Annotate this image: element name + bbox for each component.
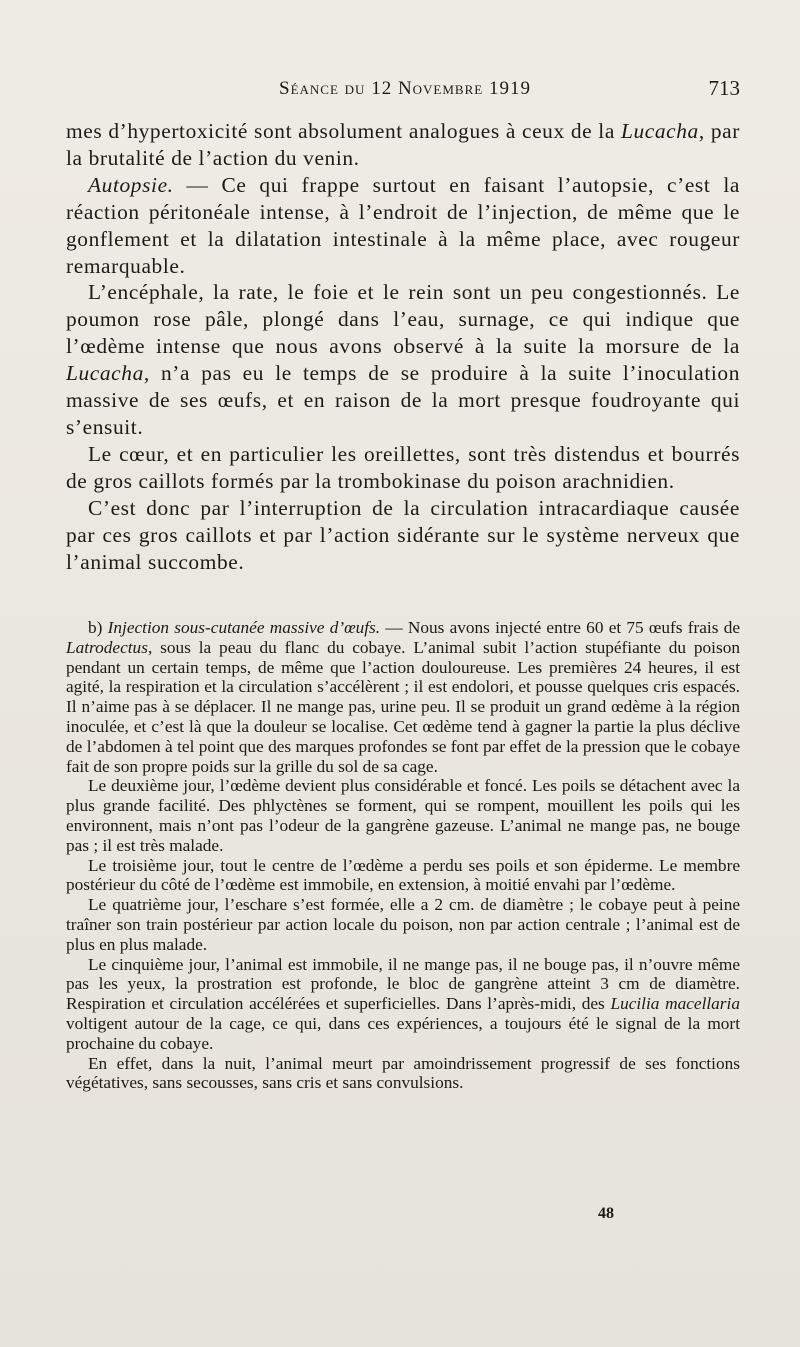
main-text-large	[66, 118, 740, 575]
main-text-small	[66, 616, 740, 1093]
italic-lucacha-2: Lucacha	[66, 361, 144, 386]
paragraph-autopsie: Autopsie. — Ce qui frappe surtout en faisant l’autopsie, c’est la réaction péritonéale intense, à l’endroit de l’injection, de même que le gonflement et la dilatation intestinale à la même place, avec rougeur remarquable.	[66, 172, 740, 278]
printer-signature: 48	[598, 1205, 614, 1222]
autopsie-label: Autopsie.	[88, 172, 174, 197]
page-number: 713	[708, 76, 740, 100]
paragraph-conclusion: C’est donc par l’interruption de la circulation intracardiaque causée par ces gros caillots et par l’action sidérante sur le système nerveux que l’animal succombe.	[66, 495, 740, 574]
paragraph-coeur: Le cœur, et en particulier les oreillettes, sont très distendus et bourrés de gros caillots formés par la trombokinase du poison arachnidien.	[66, 441, 740, 493]
italic-lucilia: Lucilia macellaria	[610, 994, 740, 1014]
italic-latrodectus: Latrodectus	[66, 637, 148, 657]
running-title: Séance du 12 Novembre 1919	[279, 78, 531, 99]
paragraph-day-2: Le deuxième jour, l’œdème devient plus considérable et foncé. Les poils se détachent avec la plus grande facilité. Des phlyctènes se forment, qui se rompent, mouillent les poils qui les environnent, mais n’ont pas l’odeur de la gangrène gazeuse. L’animal ne mange pas, ne bouge pas ; il est très malade.	[66, 776, 740, 855]
paragraph-encephale: L’encéphale, la rate, le foie et le rein sont un peu congestionnés. Le poumon rose pâle, plongé dans l’eau, surnage, ce qui indique que l’œdème intense que nous avons observé à la suite la morsure de la Lucacha, n’a pas eu le temps de se produire à la suite l’inoculation massive de ses œufs, et en raison de la mort presque foudroyante qui s’ensuit.	[66, 280, 740, 439]
paragraph-day-5: Le cinquième jour, l’animal est immobile, il ne mange pas, il ne bouge pas, il n’ouvre même pas les yeux, la prostration est profonde, le bloc de gangrène atteint 3 cm de diamètre. Respiration et circulation accélérées et superficielles. Dans l’après-midi, des Lucilia macellaria voltigent autour de la cage, ce qui, dans ces expériences, a toujours été le signal de la mort prochaine du cobaye.	[66, 954, 740, 1053]
paragraph-day-4: Le quatrième jour, l’eschare s’est formée, elle a 2 cm. de diamètre ; le cobaye peut à peine traîner son train postérieur par action locale du poison, non par action centrale ; l’animal est de plus en plus malade.	[66, 895, 740, 954]
italic-lucacha: Lucacha	[620, 119, 699, 143]
paragraph-death: En effet, dans la nuit, l’animal meurt par amoindrissement progressif de ses fonctions végétatives, sans secousses, sans cris et sans convulsions.	[66, 1053, 740, 1093]
running-header	[70, 70, 740, 106]
paragraph-1: mes d’hypertoxicité sont absolument analogues à ceux de la Lucacha, par la brutalité de l’action du venin.	[66, 119, 740, 170]
paragraph-injection: b) Injection sous-cutanée massive d’œufs. — Nous avons injecté entre 60 et 75 œufs frais de Latrodectus, sous la peau du flanc du cobaye. L’animal subit l’action stupéfiante du poison pendant un certain temps, de même que l’action douloureuse. Les premières 24 heures, il est agité, la respiration et la circulation s’accélèrent ; il est endolori, et pousse quelques cris espacés. Il n’aime pas à se déplacer. Il ne mange pas, urine peu. Il se produit un grand œdème à la région inoculée, et c’est là que la douleur se localise. Cet œdème tend à gagner la partie la plus déclive de l’abdomen à tel point que des marques profondes se font par effet de la pression que le cobaye fait de son propre poids sur la grille du sol de sa cage.	[66, 618, 740, 776]
paragraph-day-3: Le troisième jour, tout le centre de l’œdème a perdu ses poils et son épiderme. Le membre postérieur du côté de l’œdème est immobile, en extension, à moitié envahi par l’œdème.	[66, 855, 740, 895]
injection-heading: Injection sous-cutanée massive d’œufs.	[107, 618, 381, 637]
